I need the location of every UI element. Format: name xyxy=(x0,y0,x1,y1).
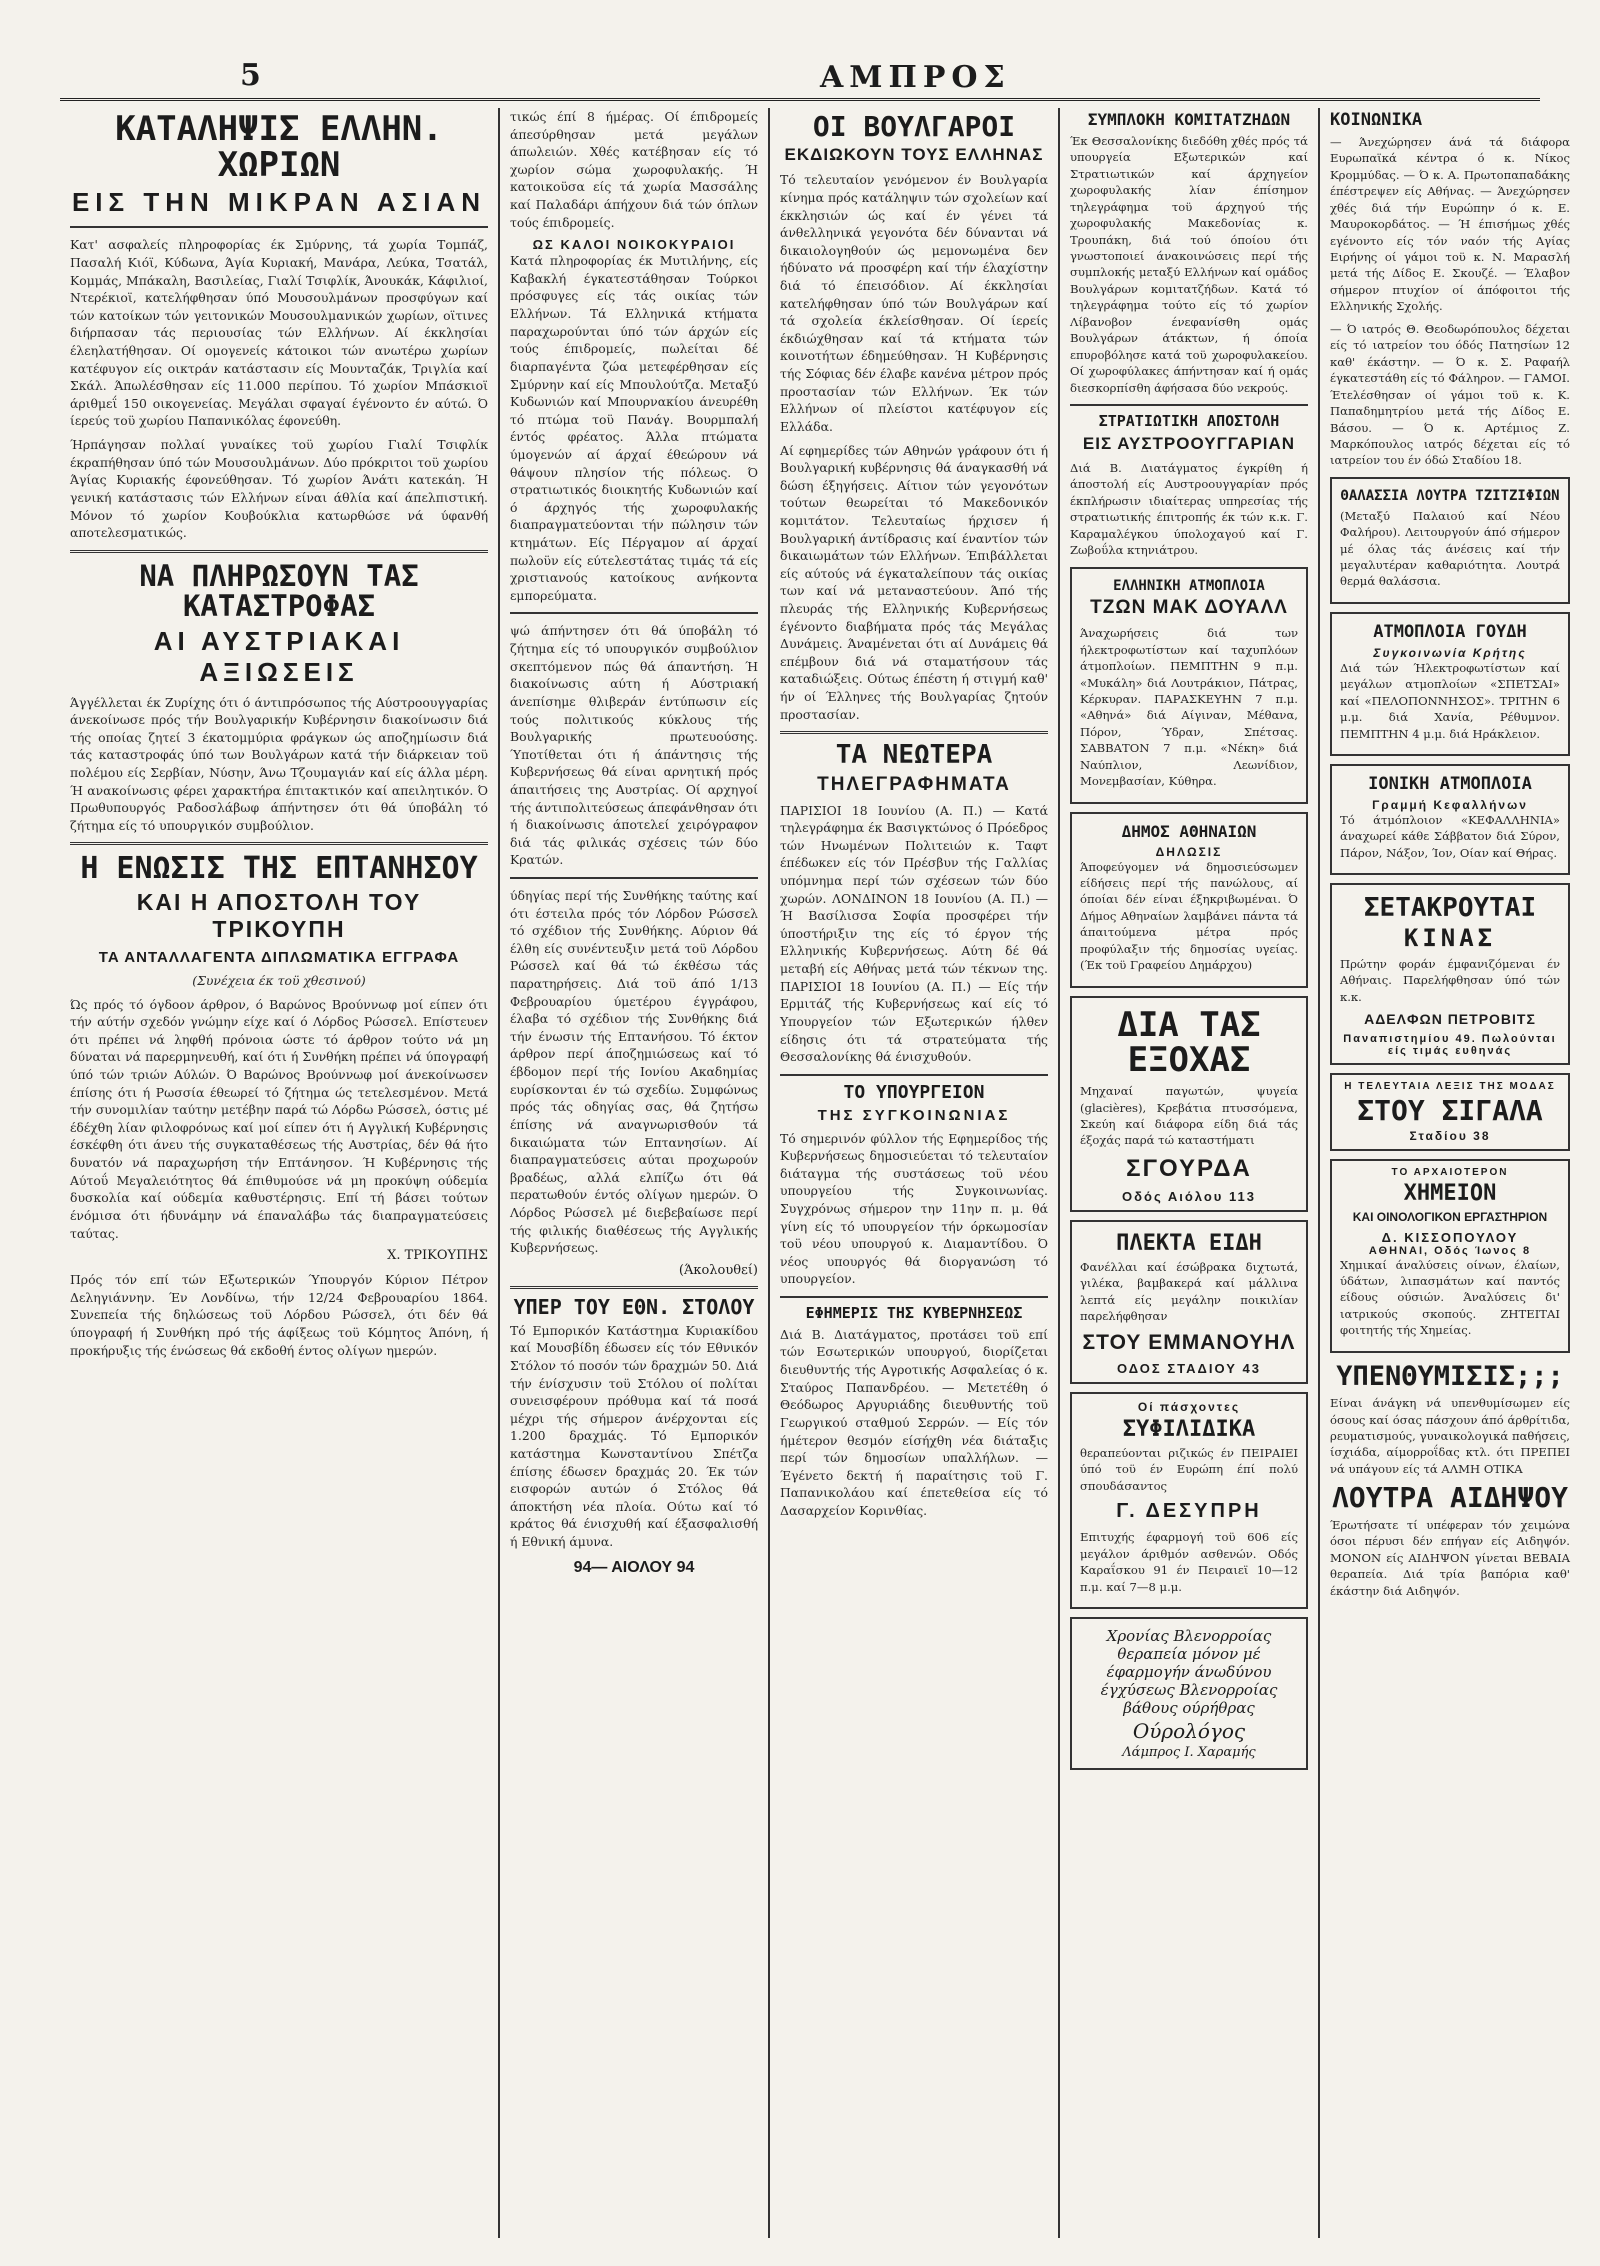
ad-steamship-line xyxy=(1070,567,1308,804)
address-footer: 94— ΑΙΟΛΟΥ 94 xyxy=(573,1558,695,1576)
ad-body: Έρωτήσατε τί υπέφεραν τόν χειμώνα όσοι πέρυσι δέν επήγαν είς Αιδηψόν. ΜΟΝΟΝ είς ΑΙΔΗΨΟΝ γίνεται ΒΕΒΑΙΑ θεραπεία. Διά τρία βαπόρια καθ' έκάστην διά Αιδηψόν. xyxy=(1330,1517,1570,1598)
ad-sea-baths xyxy=(1330,477,1570,604)
divider xyxy=(780,1074,1048,1076)
subhead-communications: ΤΗΣ ΣΥΓΚΟΙΝΩΝΙΑΣ xyxy=(817,1106,1011,1124)
ad-title: ΧΗΜΕΙΟΝ xyxy=(1403,1181,1497,1207)
ad-title: ΔΗΜΟΣ ΑΘΗΝΑΙΩΝ xyxy=(1121,821,1257,841)
subhead-austrian-claims: ΑΙ ΑΥΣΤΡΙΑΚΑΙ ΑΞΙΩΣΕΙΣ xyxy=(153,625,405,687)
divider xyxy=(510,877,758,879)
article-body: Ώς πρός τό όγδοον άρθρον, ό Βαρώνος Βρούννωφ μοί είπεν ότι τήν αύτήν σχεδόν γνώμην είχε καί ό Λόρδος Ρώσσελ. Επίστευεν ότι πρέπει νά ληφθή πρόνοια ώστε τό άρθρον τούτο νά μη δύναται νά παρερμηνευθή, καί ότι ή Συνθήκη πρέπει νά ύπογραφή ύπό τών τριών Αύλών. Ό Βαρώνος Βρούννωφ μοί άνεκοίνωσεν έπίσης ότι ή Ρωσσία έθεωρεί τό ζήτημα ώς τετελεσμένον. Μετά τήν συνομιλίαν ταύτην μετέβην παρά τώ Λόρδω Ρώσσελ, όστις μέ έδέχθη λίαν φιλοφρόνως καί μοί είπεν ότι ή Αγγλική Κυβέρνησις έσκέφθη ότι άνευ τής συγκαταθέσεως τής Αυστρίας, δέν θά ήτο δυνατόν νά παραχωρήση τήν Επτάνησον. Ή Κυβέρνησις τής Αύτοΰ Μεγαλειότητος θά έπιθυμούσε νά μη προκύψη ούδεμία δυσκολία καί ούδεμία καθυστέρησις. Επί τή βάσει τούτων ένόμισα ότι ήδυνάμην νά έπαναλάβω τάς διαπραγματεύσεις ταύτας. xyxy=(70,996,488,1241)
ad-subtitle: ΔΗΛΩΣΙΣ xyxy=(1155,844,1223,859)
divider xyxy=(780,731,1048,734)
continuation-note: (Συνέχεια έκ τοϋ χθεσινού) xyxy=(192,972,366,988)
continued-note: (Άκολουθεί) xyxy=(678,1262,758,1278)
divider xyxy=(1070,404,1308,406)
article-body: — Άνεχώρησεν άνά τά διάφορα Ευρωπαϊκά κέντρα ό κ. Νίκος Κρομμύδας. — Ό κ. Α. Πρωτοπαπαδάκης έπέστρεψεν είς Αθήνας. — Άνεχώρησεν χθές διά τήν Ευρώπην ό κ. Ε. Μαυροκορδάτος. — Ή έπισήμως χθές εγένοντο είς τόν ναόν τής Αγίας Ειρήνης οί γάμοι τοϋ κ. Ν. Μαρασλή μετά τής Δίδος Ε. Σκουζέ. — Έλαβον σήμερον πτυχίον οί άπόφοιτοι τής Ελληνικής Σχολής. xyxy=(1330,134,1570,314)
article-body: Πρός τόν επί τών Εξωτερικών Ύπουργόν Κύριον Πέτρον Δεληγιάννην. Έν Λονδίνω, τήν 12/24 Φεβρουαρίου 1864. Συνεπεία τής δηλώσεως τοϋ Λόρδου Ρώσσελ, ότι δέν θά ύπογραφή ή Συνθήκη πρό τής άφίξεως τοϋ Κόμητος Άπόνη, ή προκήρυξις τής ένώσεως θά εκδοθή έντος ολίγων ημερών. xyxy=(70,1272,488,1358)
headline-bulgarians: ΟΙ ΒΟΥΛΓΑΡΟΙ xyxy=(812,110,1016,143)
ad-pretitle: ΤΟ ΑΡΧΑΙΟΤΕΡΟΝ xyxy=(1391,1167,1509,1179)
column-4 xyxy=(1060,108,1320,2238)
column-1 xyxy=(60,108,500,2238)
article-body: Ήρπάγησαν πολλαί γυναίκες τοϋ χωρίου Γιαλί Τσιφλίκ έκραπήθησαν ύπό τών Μουσουλμάνων. Δύο πρόκριτοι τοϋ χωρίου Άγίας Κυριακής έφονεύθησαν. Τό χωρίον Άνάτι κατεκάη. Ή γενική κατάστασις τών Ελλήνων είναι άθλία καί άπελπιστική. Μόνον τό χωρίον Κουβούκλια κατωρθώσε νά ύφανθή αποτελεσματικώς. xyxy=(70,437,488,541)
ad-body: Φανέλλαι καί έσώβρακα διχτωτά, γιλέκα, βαμβακερά καί μάλλινα λεπτά είς μεγάλην ποικιλίαν παρελήφθησαν xyxy=(1080,1259,1298,1324)
column-2 xyxy=(500,108,770,2238)
ad-title: ΣΕΤΑΚΡΟΥΤΑΙ xyxy=(1363,893,1537,924)
ad-shop-name: ΣΓΟΥΡΔΑ xyxy=(1126,1154,1252,1182)
ad-title: ΕΛΛΗΝΙΚΗ ΑΤΜΟΠΛΟΙΑ xyxy=(1113,577,1265,594)
article-body: τικώς έπί 8 ήμέρας. Οί έπιδρομείς άπεσύρθησαν μετά μεγάλων άπωλειών. Χθές κατέβησαν είς τό χωρίον σώμα χωροφυλακής. Ή κατοικοϋσα είς τά χωρία Μασσάλης καί Παλαδάρι άπήχουν διά τών όπλων τούς έπιδρομείς. xyxy=(510,109,758,230)
ad-doctor xyxy=(1070,1392,1308,1609)
headline-military-mission: ΣΤΡΑΤΙΩΤΙΚΗ ΑΠΟΣΤΟΛΗ xyxy=(1098,412,1280,431)
ad-title: ΠΛΕΚΤΑ ΕΙΔΗ xyxy=(1116,1230,1262,1256)
ad-sigalas xyxy=(1330,1073,1570,1151)
signature: Χ. ΤΡΙΚΟΥΠΗΣ xyxy=(387,1248,488,1264)
article-body: Διά Β. Διατάγματος, προτάσει τοϋ επί τών Εσωτερικών υπουργού, διορίζεται διευθυντής τής Αγροτικής Ασφαλείας ό κ. Σταύρος Παπανδρέου. — Μετετέθη ό Θεόδωρος Αργυριάδης διευθυντής τοϋ Γεωργικού σταθμού Σερρών. — Είς τόν ήμέτερον θεσμόν είσήχθη νέα διάταξις περί τών δημοσίων υπαλλήλων. — Έγένετο δεκτή ή παραίτησις τοϋ Γ. Παπανικολάου καί έπετεθείσα είς τό Δασαρχείον Κορινθίας. xyxy=(780,1326,1048,1518)
article-body: Τό σημερινόν φύλλον τής Εφημερίδος τής Κυβερνήσεως δημοσιεύεται τό τελευταίον διάταγμα τής συστάσεως τοϋ νέου υπουργείου τής Συγκοινωνίας. Συγχρόνως σήμερον την 11ην π. μ. θά γίνη είς τό υπουργείον τήν όρκωμοσίαν τοϋ νέου υπουργού κ. Διαμαντίδου. Ό νέος υπουργός θά διοργανώση τό υπουργείον. xyxy=(780,1130,1048,1287)
ad-address: ΑΘΗΝΑΙ, Οδός Ίωνος 8 xyxy=(1368,1244,1532,1257)
article-body: Τό Εμπορικόν Κατάστημα Κυριακίδου καί Μουσβίδη έδωσεν είς τόν Εθνικόν Στόλον τό ποσόν τών δραχμών 50. Διά τήν ένίσχυσιν τοϋ Στόλου οί πολίται συνεισφέρουν πρόθυμα καί τά ποσά μέχρι τής σήμερον άνέρχονται είς 1.200 δραχμάς. Τό Εμπορικόν κατάστημα Κωνσταντίνου Σπέτζα έπίσης έδωσεν δραχμάς 20. Έκ τών εισφορών αυτών ό Στόλος θά άποκτήση νέα πλοία. Ούτω καί τό κράτος θά ένισχυθή καί έξασφαλισθή ή Εθνική άμυνα. xyxy=(510,1322,758,1550)
section-social: ΚΟΙΝΩΝΙΚΑ xyxy=(1330,110,1423,130)
article-body: ψώ άπήντησεν ότι θά ύποβάλη τό ζήτημα είς τό υπουργικόν συμβούλιον σκεπτόμενον πώς θά άπαντήση. Ή διακοίνωσις αύτη ή Αύστριακή άνεπίσημε θλιβεράν έντύπωσιν είς τούς πολιτικούς κύκλους τής Βουλγαρικής πρωτευούσης. Ύποτίθεται ότι ή άπάντησις τής Κυβερνήσεως θά είναι αρνητική πρός άπαιτήσεις της Αυστρίας. Οί αρχηγοί τής άντιπολιτεύσεως άπεφάνθησαν ότι ή διακοίνωσις άποτελεί χειρόγραφον διά τάς φιλικάς σχέσεις τών δύο Κρατών. xyxy=(510,623,758,868)
ad-body: Άποφεύγομεν νά δημοσιεύσωμεν είδήσεις περί τής πανώλους, αί όποίαι δέν είναι έξηκριβωμέναι. Ό Δήμος Αθηναίων λαμβάνει πάντα τά άπαιτούμενα μέτρα πρός προφύλαξιν τής δημοσίας υγείας. (Έκ τοϋ Γραφείου Δημάρχου) xyxy=(1080,859,1298,973)
ad-pretitle: Οί πάσχοντες xyxy=(1137,1399,1241,1414)
ad-ionian-steamship xyxy=(1330,764,1570,875)
article-body: Κατ' ασφαλείς πληροφορίας έκ Σμύρνης, τά χωρία Τομπάζ, Πασαλή Κιόϊ, Κύδωνα, Άγία Κυριακή, Μανάρα, Λεύκα, Τσατάλ, Κομμάς, Μπάκαλη, Βασιλείας, Γιαλί Τσιφλίκ, Άνουκάκ, Κάφιλιοί, Ντερέκιοϊ, κατελήφθησαν ύπό Μουσουλμάνων προσφύγων καί τών κατοίκων τών γειτονικών Μουσουλμανικών χωρίων, οϊτινες διήρπασαν τάς περιουσίας τών Ελλήνων. Αί έκκλησίαι έλεηλατήθησαν. Οί ομογενείς κάτοικοι τών ανωτέρω χωρίων κατέφυγον είς οικτράν κατάστασιν είς Μουνταζάκ, Τριγλία καί Σκάλ. Άπωλέσθησαν είς 11.000 περίπου. Τό χωρίον Μπάσκιοϊ άριθμεΐ 150 οικογενείας. Μεγάλαι σφαγαί έγένοντο έν αύτώ. Ό ίερεύς τοϋ χωρίου Παπανικόλας έφονεύθη. xyxy=(70,237,488,429)
ad-doctor-name: Γ. ΔΕΣΥΠΡΗ xyxy=(1116,1500,1262,1523)
article-body: — Ό ιατρός Θ. Θεοδωρόπουλος δέχεται είς τό ιατρείον του όδός Πατησίων 12 καθ' έκάστην. — Ό κ. Σ. Ραφαήλ έγκατεστάθη είς τό Φάληρον. — ΓΑΜΟΙ. Έτελέσθησαν οί γάμοι τοϋ κ. Κ. Παπαδημητρίου μετά τής Δίδος Ε. Βάσου. — Ό κ. Αρτέμιος Ζ. Μαρκόπουλος ιατρός δέχεται είς τό ιατρείον του έν όδώ Σταδίου 18. xyxy=(1330,321,1570,468)
ad-body: Χρονίας Βλενορροίας θεραπεία μόνον μέ έφαρμογήν άνωδύνου έγχύσεως Βλενορροίας βάθους ούρήθρας xyxy=(1100,1627,1278,1718)
divider xyxy=(70,550,488,553)
headline-ionian-union: Η ΕΝΩΣΙΣ ΤΗΣ ΕΠΤΑΝΗΣΟΥ xyxy=(80,851,478,887)
subhead-asia-minor: ΕΙΣ ΤΗΝ ΜΙΚΡΑΝ ΑΣΙΑΝ xyxy=(71,187,487,218)
divider xyxy=(510,1286,758,1289)
headline-clash: ΣΥΜΠΛΟΚΗ ΚΟΜΙΤΑΤΖΗΔΩΝ xyxy=(1087,110,1291,129)
column-5 xyxy=(1320,108,1580,2238)
ad-reminder-title: ΥΠΕΝΘΥΜΙΣΙΣ;;; xyxy=(1336,1360,1564,1392)
subhead-persecution: ΕΚΔΙΩΚΟΥΝ ΤΟΥΣ ΕΛΛΗΝΑΣ xyxy=(784,145,1044,165)
ad-athens-municipality xyxy=(1070,812,1308,988)
ad-summer-goods xyxy=(1070,996,1308,1212)
ad-aidipsos-title: ΛΟΥΤΡΑ ΑΙΔΗΨΟΥ xyxy=(1331,1481,1568,1515)
ad-title: ΘΑΛΑΣΣΙΑ ΛΟΥΤΡΑ ΤΖΙΤΖΙΦΙΩΝ xyxy=(1340,487,1560,504)
subhead-telegrams: ΤΗΛΕΓΡΑΦΗΜΑΤΑ xyxy=(817,773,1011,795)
headline-damages: ΝΑ ΠΛΗΡΩΣΟΥΝ ΤΑΣ ΚΑΤΑΣΤΡΟΦΑΣ xyxy=(139,558,419,624)
ad-body: Επιτυχής έφαρμογή τοϋ 606 είς μεγάλον άριθμόν ασθενών. Οδός Καραΐσκου 91 έν Πειραιεϊ 10—12 π.μ. καί 7—8 μ.μ. xyxy=(1080,1530,1298,1594)
ad-title: ΔΙΑ ΤΑΣ ΕΞΟΧΑΣ xyxy=(1117,1004,1261,1081)
ad-subtitle: ΚΑΙ ΟΙΝΟΛΟΓΙΚΟΝ ΕΡΓΑΣΤΗΡΙΟΝ xyxy=(1352,1209,1548,1224)
divider xyxy=(780,1296,1048,1298)
headline-fleet: ΥΠΕΡ ΤΟΥ ΕΘΝ. ΣΤΟΛΟΥ xyxy=(513,1294,755,1319)
article-body: Τό τελευταίον γενόμενον έν Βουλγαρία κίνημα πρός κατάληψιν τών σχολείων καί έκκλησιών ώς καί έν γένει τά άνθελληνικά γεγονότα δέν δύνανται νά δικαιολογηθούν ώς μεμονωμένα δεν ήδύνατο νά προσφέρη καί τήν έλαχίστην διά τό έπεισόδιον. Αί έκκλησίαι κατελήφθησαν ύπό τών Βουλγάρων καί τά σχολεία έκλείσθησαν. Οί ίερείς έκδιώχθησαν καί τά κτήματα τών κοινοτήτων έδημεύθησαν. Ή Κυβέρνησις τής Σόφιας δέν έλαβε κανένα μέτρον πρός προστασίαν τών Ελλήνων. Έκ τών Ελλήνων οί πλείστοι κατέφυγον είς Ελλάδα. xyxy=(780,172,1048,434)
ad-body: Μηχαναί παγωτών, ψυγεία (glacières), Κρεβάτια πτυσσόμενα, Σκεύη καί διάφορα είδη διά τάς έξοχάς παρά τώ καταστήματι xyxy=(1080,1084,1298,1148)
ad-body: Διά τών Ήλεκτροφωτίστων καί μεγάλων ατμοπλοίων «ΣΠΕΤΣΑΙ» καί «ΠΕΛΟΠΟΝΝΗΣΟΣ». ΤΡΙΤΗΝ 6 μ.μ. διά Χανία, Ρέθυμνον. ΠΕΜΠΤΗΝ 4 μ.μ. διά Ηράκλειον. xyxy=(1340,660,1560,741)
ad-body: θεραπεύονται ριζικώς έν ΠΕΙΡΑΙΕΙ ύπό τοϋ έν Ευρώπη έπί πολύ σπουδάσαντος xyxy=(1080,1445,1298,1493)
article-body: Έκ Θεσσαλονίκης διεδόθη χθές πρός τά υπουργεία Εξωτερικών καί Στρατιωτικών καί άρχηγείον χωροφυλακής λίαν έπίσημον τηλεγράφημα τοϋ άρχηγού τής χωροφυλακής Μακεδονίας κ. Τρουπάκη, διά τού όποίου ότι γνωστοποιεί άνακοινώσεις περί τής συμπλοκής μεταξύ Ελλήνων καί ομάδος Βουλγάρων κομιτατζήδων. Κατά τό τηλεγράφημα τούτο είς τό χωρίον Λίβανοβον ένεφανίσθη ομάς Βουλγάρων άτάκτων, ή όποία επυροβόλησε κατά τοϋ χωροφυλακείου. Οί χωροφύλακες άπήντησαν καί ή ομάς διεσκορπίσθη άφήσασα δύο νεκρούς. xyxy=(1070,133,1308,395)
article-body: ΠΑΡΙΣΙΟΙ 18 Ιουνίου (Α. Π.) — Κατά τηλεγράφημα έκ Βασιγκτώνος ό Πρόεδρος τών Ηνωμένων Πολιτειών κ. Ταφτ έπέδωκεν είς τόν Πρέσβυν τής Γαλλίας υπόμνημα περί τών σχέσεων τών δύο χωρών. ΛΟΝΔΙΝΟΝ 18 Ιουνίου (Α. Π.) — Ή Βασίλισσα Σοφία προσφέρει τήν ύποστήριξιν της είς τό έργον τής Ελληνικής Κυβερνήσεως. Αύτη δέ θά μεταβή είς Αθήνας μετά τών τέκνων της. ΠΑΡΙΣΙΟΙ 18 Ιουνίου (Α. Π.) — Είς τήν Ερμιτάζ τής Κυβερνήσεως καί είς τό Υπουργείον τών Εξωτερικών ήλθεν είδησις ότι τά στρατεύματα τής Θεσσαλονίκης θά ένισχυθούν. xyxy=(780,802,1048,1065)
article-body: ύδηγίας περί τής Συνθήκης ταύτης καί ότι έστειλα πρός τόν Λόρδον Ρώσσελ τό σχέδιον τής Συνθήκης. Αύριον θά έλθη είς συνέντευξιν μετά τοϋ Λόρδου Ρώσσελ καί θά τώ έκθέσω τάς παρατηρήσεις. Διά τοϋ άπό 1/13 Φεβρουαρίου ύμετέρου έγγράφου, έλαβα τό σχέδιον τής Συνθήκης διά τήν ένωσιν τής Επτανήσου. Τό έκτον άρθρον περί άποζημιώσεως καί τό έβδομον περί τής Ιονίου Ακαδημίας ευρίσκονται έν τώ σχεδίω. Συμφώνως πρός τάς οδηγίας σας, θά ζητήσω έπίσης νά αναγνωρισθούν τά δικαιώματα τών Επτανησίων. Αί διαπραγματεύσεις αύται προχωρούν βραδέως, αλλά ελπίζω ότι θά περατωθούν έντός ολίγων ημερών. Ό Λόρδος Ρώσσελ μέ διεβεβαίωσε περί τής φιλικής διαθέσεως τής Αγγλικής Κυβερνήσεως. xyxy=(510,887,758,1256)
ad-body: Πρώτην φοράν έμφανιζόμεναι έν Αθήναις. Παρελήφθησαν ύπό τών κ.κ. xyxy=(1340,956,1560,1004)
ad-address: Σταδίου 38 xyxy=(1409,1129,1491,1144)
subhead-documents: ΤΑ ΑΝΤΑΛΛΑΓΕΝΤΑ ΔΙΠΛΩΜΑΤΙΚΑ ΕΓΓΡΑΦΑ xyxy=(98,948,460,966)
ad-title: Ούρολόγος xyxy=(1132,1719,1246,1744)
ad-subtitle: Γραμμή Κεφαλλήνων xyxy=(1372,797,1528,812)
ad-china-silk xyxy=(1330,883,1570,1065)
headline-village-occupation: ΚΑΤΑΛΗΨΙΣ ΕΛΛΗΝ. ΧΩΡΙΩΝ xyxy=(115,109,443,185)
ad-urologist xyxy=(1070,1617,1308,1770)
masthead xyxy=(60,58,1540,101)
divider xyxy=(510,612,758,614)
ad-address: Παναπιστημίου 49. Πωλούνται είς τιμάς ευθηνάς xyxy=(1343,1033,1557,1058)
ad-body: Είναι άνάγκη νά υπενθυμίσωμεν είς όσους καί όσας πάσχουν άπό άρθρίτιδα, ρευματισμούς, γυναικολογικά παθήσεις, ίσχιάδα, αίμορροΐδας κτλ. ότι ΠΡΕΠΕΙ νά υπάγουν είς τά ΑΛΜΗ ΟΤΙΚΑ xyxy=(1330,1396,1570,1476)
divider xyxy=(70,226,488,228)
ad-title: ΣΥΦΙΛΙΔΙΚΑ xyxy=(1122,1416,1256,1442)
ad-body: Τό άτμόπλοιον «ΚΕΦΑΛΛΗΝΙΑ» άναχωρεί κάθε Σάββατον διά Σύρον, Πάρον, Νάξον, Ίον, Οίαν καί Θήρας. xyxy=(1340,812,1560,860)
article-body: Κατά πληροφορίας έκ Μυτιλήνης, είς Καβακλή έγκατεστάθησαν Τούρκοι πρόσφυγες είς τάς οικίας τών Ελλήνων. Τά Ελληνικά κτήματα παραχωρούνται ύπό τών άρχών είς τούς έπιδρομείς, πωλείται δέ διαρπαγέντα ζώα μετεφέρθησαν είς Σμύρνην καί είς Μπουλούτζα. Μεταξύ Κυδωνιών καί Μπουρνακίου άνευρέθη τό πτώμα τοϋ Πανάγ. Βουρμπαλή έντός φρέατος. Άλλα πτώματα ύμογενών αί άρχαί έθεώρουν νά θάψουν πλησίον τής πόλεως. Ό στρατιωτικός διοικητής Κυδωνιών καί ό άρχηγός τής χωροφυλακής διαπραγματεύονται τήν πώλησιν τών κτημάτων. Είς Πέργαμον αί άρχαί πωλοϋν είς εύτελεστάτας τιμάς τά είς χριστιανούς κατοίκους ανήκοντα εμπορεύματα. xyxy=(510,253,758,603)
ad-body: Άναχωρήσεις διά των ήλεκτροφωτίστων καί ταχυπλόων άτμοπλοίων. ΠΕΜΠΤΗΝ 9 π.μ. «Μυκάλη» διά Λουτράκιον, Πάτρας, Κέρκυραν. ΠΑΡΑΣΚΕΥΗΝ 7 π.μ. «Αθηνά» διά Αίγιναν, Μέθανα, Πόρον, Ύδραν, Σπέτσας. ΣΑΒΒΑΤΟΝ 7 π.μ. «Νέκη» διά Ναύπλιον, Λεωνίδιον, Μονεμβασίαν, Κύθηρα. xyxy=(1080,626,1298,789)
ad-doctor-name: Λάμπρος Ι. Χαραμής xyxy=(1122,1745,1256,1761)
ad-subtitle: ΤΖΩΝ ΜΑΚ ΔΟΥΑΛΛ xyxy=(1090,597,1288,619)
divider xyxy=(70,842,488,845)
headline-gazette: ΕΦΗΜΕΡΙΣ ΤΗΣ ΚΥΒΕΡΝΗΣΕΩΣ xyxy=(805,1304,1023,1323)
ad-address: ΟΔΟΣ ΣΤΑΔΙΟΥ 43 xyxy=(1117,1360,1261,1376)
page-number: 5 xyxy=(240,58,261,93)
ad-goudis-steamship xyxy=(1330,612,1570,756)
column-3 xyxy=(770,108,1060,2238)
newspaper-title: ΑΜΠΡΟΣ xyxy=(820,60,1011,95)
article-body: Διά Β. Διατάγματος έγκρίθη ή άποστολή είς Αυστροουγγαρίαν πρός έκπλήρωσιν ιδιαίτερας υπηρεσίας τής στρατιωτικής έπιτροπής έκ τών κ.κ. Γ. Καραμαλέγκου ύπολοχαγού καί Γ. Ζωβοΰλα κτηνιάτρου. xyxy=(1070,460,1308,558)
ad-shop-name: ΣΤΟΥ ΕΜΜΑΝΟΥΗΛ xyxy=(1082,1330,1296,1354)
ad-shop-name: ΑΔΕΛΦΩΝ ΠΕΤΡΟΒΙΤΣ xyxy=(1364,1011,1536,1028)
ad-owner-name: Δ. ΚΙΣΣΟΠΟΥΛΟΥ xyxy=(1381,1229,1519,1245)
ad-title: ΣΤΟΥ ΣΙΓΑΛΑ xyxy=(1357,1094,1543,1128)
ad-subtitle: Συγκοινωνία Κρήτης xyxy=(1373,645,1527,660)
ad-title: ΙΟΝΙΚΗ ΑΤΜΟΠΛΟΙΑ xyxy=(1368,773,1532,794)
subhead-austria-hungary: ΕΙΣ ΑΥΣΤΡΟΟΥΓΓΑΡΙΑΝ xyxy=(1082,433,1296,453)
ad-subtitle: ΚΙΝΑΣ xyxy=(1403,924,1497,953)
ad-title: ΑΤΜΟΠΛΟΙΑ ΓΟΥΔΗ xyxy=(1373,621,1527,642)
ad-address: Οδός Αιόλου 113 xyxy=(1122,1188,1256,1204)
ad-pretitle: Η ΤΕΛΕΥΤΑΙΑ ΛΕΞΙΣ ΤΗΣ ΜΟΔΑΣ xyxy=(1344,1081,1556,1093)
headline-ministry: ΤΟ ΥΠΟΥΡΓΕΙΟΝ xyxy=(843,1081,985,1103)
ad-knitwear xyxy=(1070,1220,1308,1384)
ad-body: Χημικαί άναλύσεις οίνων, έλαίων, ύδάτων, λιπασμάτων καί παντός είδους ούσιών. Άναλύσεις δι' ιατρικούς σκοπούς. ΖΗΤΕΙΤΑΙ φοιτητής τής Χημείας. xyxy=(1340,1257,1560,1338)
subhead-trikoupis-mission: ΚΑΙ Η ΑΠΟΣΤΟΛΗ ΤΟΥ ΤΡΙΚΟΥΠΗ xyxy=(136,888,422,942)
section-title: ΩΣ ΚΑΛΟΙ ΝΟΙΚΟΚΥΡΑΙΟΙ xyxy=(532,237,736,253)
ad-chemistry-lab xyxy=(1330,1159,1570,1352)
headline-latest: ΤΑ ΝΕΩΤΕΡΑ xyxy=(835,740,993,771)
article-body: Αί εφημερίδες τών Αθηνών γράφουν ότι ή Βουλγαρική κυβέρνησις θά άναγκασθή νά δώση έξηγήσεις. Αίτιον τών γεγονότων τούτων θεωρείται τό Μακεδονικόν κομιτάτον. Τελευταίως ήρχισεν ή Βουλγαρική άντίδρασις καί έναντίον τών δικαιωμάτων τών Ελλήνων. Έπιβάλλεται είς αύτούς νά έγκαταλείπουν τάς οικίας των καί νά μεταναστεύουν. Άπό τής πλευράς τής Ελληνικής Κυβερνήσεως έγένοντο διαβήματα πρός τάς Μεγάλας Δυνάμεις. Άναμένεται ότι αί Δυνάμεις θά επέμβουν διά νά σταματήσουν τάς καταδιώξεις. Ούτως έπέστη ή στιγμή καθ' ήν οί Έλληνες τής Βουλγαρίας ζητούν προστασίαν. xyxy=(780,442,1048,722)
ad-body: (Μεταξύ Παλαιού καί Νέου Φαλήρου). Λειτουργούν άπό σήμερον μέ όλας τάς άνέσεις καί τήν μεγαλυτέραν καθαριότητα. Λουτρά θερμά θαλάσσια. xyxy=(1340,508,1560,589)
article-body: Άγγέλλεται έκ Ζυρίχης ότι ό άντιπρόσωπος τής Αύστροουγγαρίας άνεκοίνωσε πρός τήν Βουλγαρικήν Κυβέρνησιν διακοίνωσιν διά τής οποίας ζητεί 3 έκατομμύρια φράγκων ώς αποζημίωσιν διά τάς καταστροφάς ύπό των Βουλγάρων κατά τήν διάρκειαν τοϋ πολέμου είς Σερβίαν, Νύσην, Άνω Τζουμαγιάν καί είς άλλα μέρη. Ή ανακοίνωσις φέρει χαρακτήρα έπιτακτικόν καί απειλητικόν. Ό Πρωθυπουργός Ραδοσλάβωφ άπήντησεν ότι θά ύποβάλη τό ζήτημα είς τό υπουργικόν συμβούλιον. xyxy=(70,694,488,833)
